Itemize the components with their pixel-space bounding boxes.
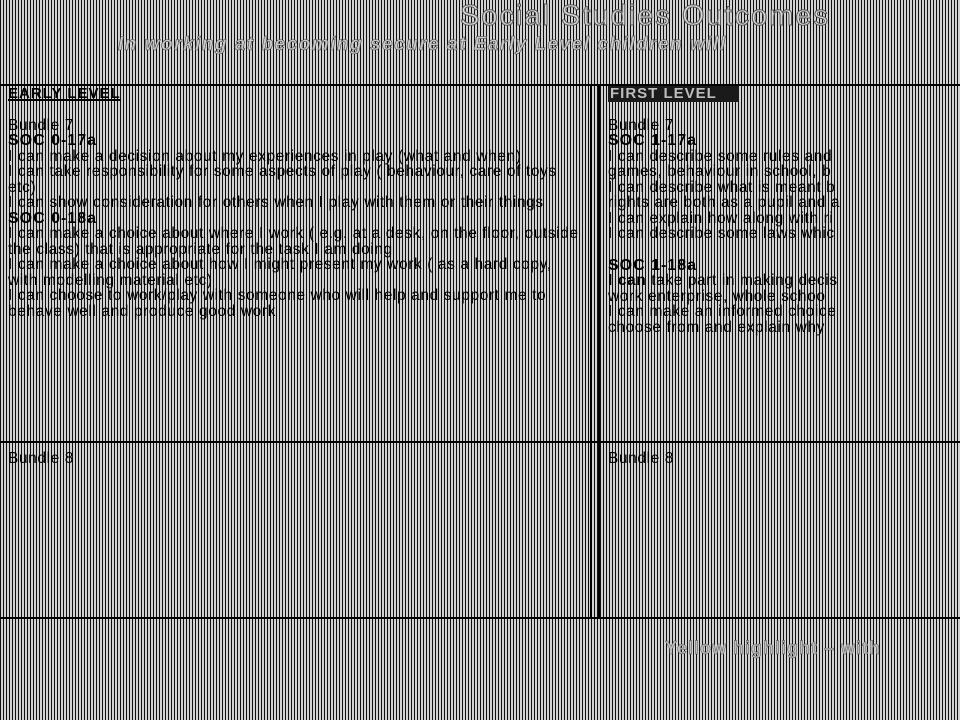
first-outcome-line (608, 273, 960, 289)
early-outcome-line: I can make a decision about my experiences in play (what and when) (8, 147, 522, 165)
first-outcome-lead: I can (608, 272, 647, 289)
first-outcome-line: I can describe some rules and (608, 147, 833, 165)
first-outcome-line-rest: take part in making decis (646, 272, 838, 289)
early-outcome-line: I can make a choice about where I work ( e.g. at a desk, on the floor, outside the class) that is appropriate for the task I am doing (8, 225, 579, 258)
table-row-divider (0, 441, 960, 443)
early-level-heading: EARLY LEVEL (8, 86, 121, 102)
first-outcome-line: I can describe what is meant b (608, 178, 836, 196)
first-outcome-line: I can describe some laws whic (608, 225, 835, 242)
first-outcome-line: I can explain how along with ri (608, 209, 834, 227)
first-level-heading: FIRST LEVEL (608, 86, 739, 102)
first-outcome-code-1: SOC 1-17a (608, 132, 698, 149)
first-outcome-line: games, behaviour in school, b (608, 163, 832, 180)
first-outcome-line: rights are both as a pupil and a (608, 194, 841, 211)
first-outcome-line: work enterprise, whole schoo (608, 287, 826, 305)
early-outcome-line: I can show consideration for others when I play with them or their things (8, 194, 544, 211)
first-level-column (608, 86, 960, 436)
first-outcome-code-2: SOC 1-18a (608, 256, 698, 274)
early-outcome-line: I can choose to work/play with someone who will help and support me to behave well and produce good work (8, 287, 547, 320)
early-level-column (8, 86, 593, 436)
first-outcome-line: choose from and explain why (608, 318, 825, 336)
early-outcome-line: I can make a choice about how I might present my work ( as a hard copy, with modelling material etc) (8, 256, 552, 289)
early-outcome-line: I can take responsibility for some aspects of play ( behaviour, care of toys etc) (8, 163, 557, 196)
early-bundle-label: Bundle 7 (8, 116, 74, 134)
first-bundle-label: Bundle 7 (608, 116, 674, 134)
first-outcome-line: I can make an informed choice (608, 303, 837, 320)
highlight-key-note: Yellow highlight – with (665, 638, 881, 658)
table-middle-line (598, 86, 600, 618)
first-bundle-8-label: Bundle 8 (608, 450, 674, 467)
early-bundle-8-label: Bundle 8 (8, 450, 74, 467)
page-title: Social Studies Outcomes (460, 0, 830, 32)
table-bottom-border (0, 617, 960, 619)
early-outcome-code-1: SOC 0-17a (8, 132, 98, 149)
page-subtitle: In working at becoming secure at Early Level children will (118, 34, 727, 55)
early-outcome-code-2: SOC 0-18a (8, 209, 98, 227)
